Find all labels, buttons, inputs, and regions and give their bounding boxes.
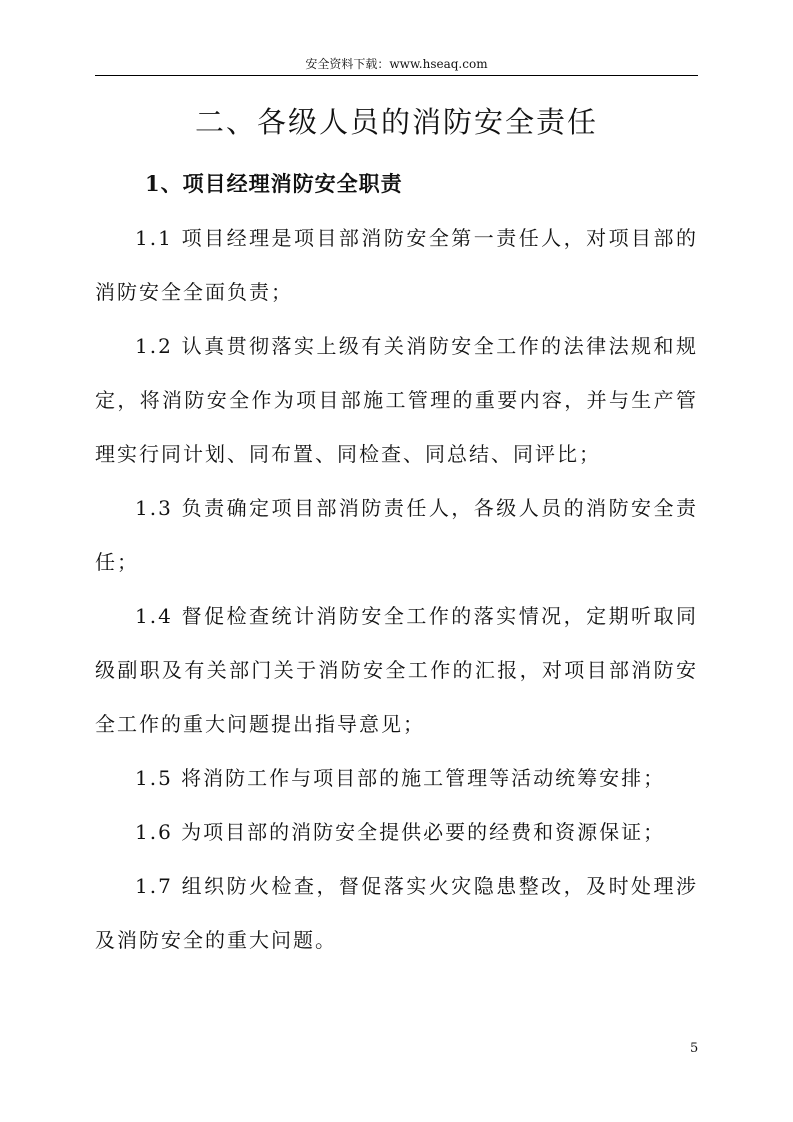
header-text: 安全资料下载：www.hseaq.com [305,57,488,71]
page-header [95,55,698,76]
paragraph-1-2: 1.2 认真贯彻落实上级有关消防安全工作的法律法规和规定，将消防安全作为项目部施工管理的重要内容，并与生产管理实行同计划、同布置、同检查、同总结、同评比； [95,334,698,466]
paragraph-1-1: 1.1 项目经理是项目部消防安全第一责任人，对项目部的消防安全全面负责； [95,226,698,304]
paragraph-1-6: 1.6 为项目部的消防安全提供必要的经费和资源保证； [135,820,666,844]
paragraph-1-7: 1.7 组织防火检查，督促落实火灾隐患整改，及时处理涉及消防安全的重大问题。 [95,874,698,952]
section-heading: 1、项目经理消防安全职责 [145,171,403,196]
paragraph-1-4: 1.4 督促检查统计消防安全工作的落实情况，定期听取同级副职及有关部门关于消防安全工作的汇报，对项目部消防安全工作的重大问题提出指导意见； [95,604,698,736]
paragraph-1-5: 1.5 将消防工作与项目部的施工管理等活动统筹安排； [135,766,666,790]
body-text-block [95,211,698,967]
page-number: 5 [690,1041,699,1056]
page-title: 二、各级人员的消防安全责任 [194,105,598,139]
paragraph-1-3: 1.3 负责确定项目部消防责任人，各级人员的消防安全责任； [95,496,698,574]
